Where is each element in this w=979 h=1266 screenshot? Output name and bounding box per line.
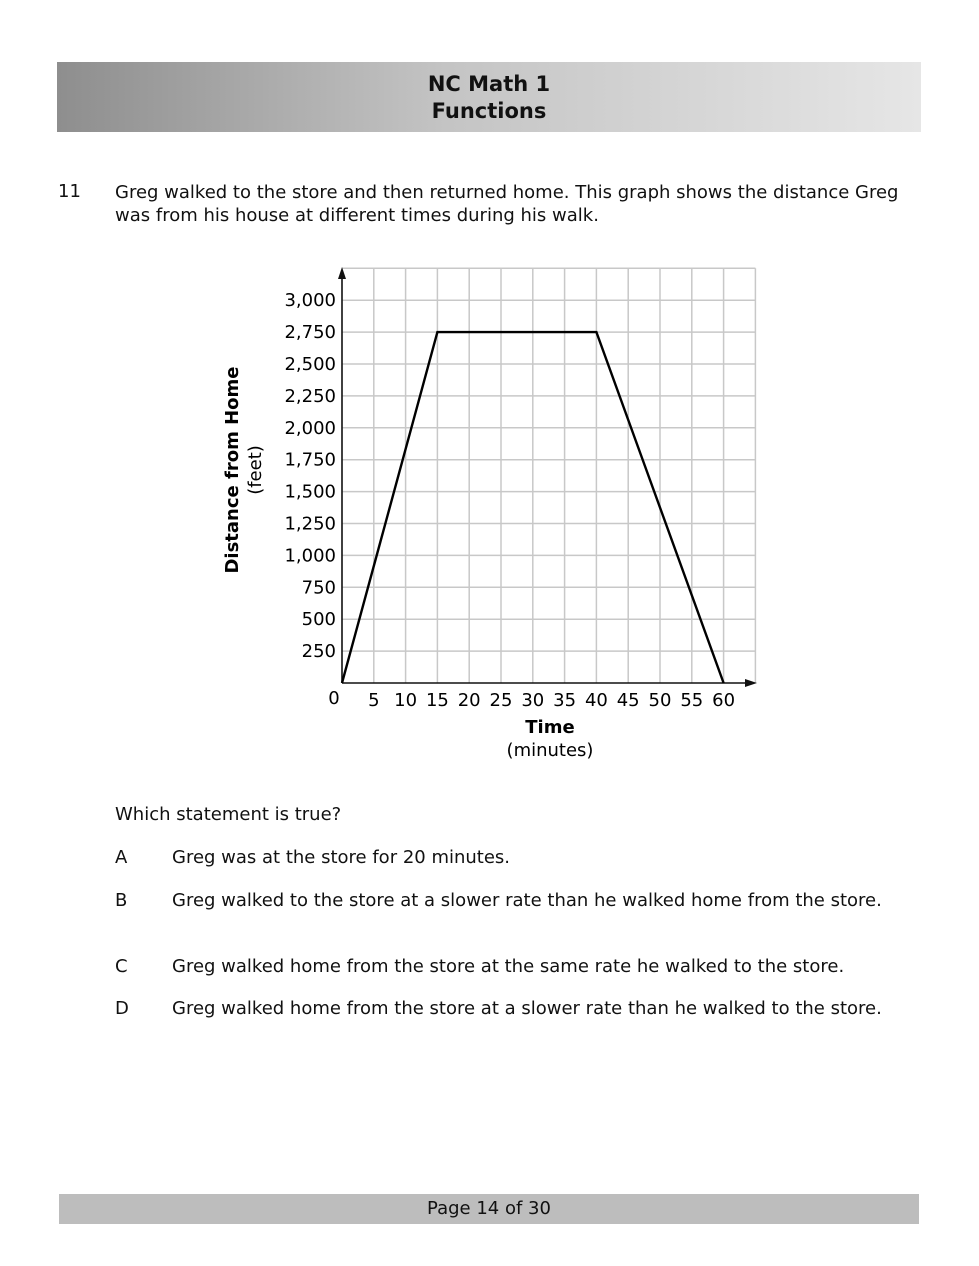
chart-axes xyxy=(338,267,757,687)
x-tick-label: 5 xyxy=(368,690,380,711)
y-tick-label: 1,750 xyxy=(284,449,336,471)
question-prompt: Which statement is true? xyxy=(115,804,342,825)
y-tick-label: 1,500 xyxy=(284,481,336,503)
option-letter: A xyxy=(115,847,128,868)
y-tick-label: 3,000 xyxy=(284,290,336,312)
option-letter: D xyxy=(115,998,129,1019)
x-tick-label: 60 xyxy=(712,690,736,711)
x-tick-label: 50 xyxy=(648,690,672,711)
x-tick-label: 55 xyxy=(680,690,704,711)
x-axis-unit: (minutes) xyxy=(506,740,594,761)
y-tick-labels xyxy=(284,290,336,662)
y-tick-label: 1,000 xyxy=(284,545,336,567)
origin-label: 0 xyxy=(328,688,340,709)
question-number: 11 xyxy=(58,181,81,202)
y-tick-label: 750 xyxy=(301,577,336,599)
x-tick-label: 20 xyxy=(457,690,481,711)
page-footer xyxy=(59,1194,919,1224)
x-tick-label: 45 xyxy=(616,690,640,711)
option-letter: C xyxy=(115,956,128,977)
y-tick-label: 1,250 xyxy=(284,513,336,535)
question-text: Greg walked to the store and then returned home. This graph shows the distance Greg was from his house at different times during his walk. xyxy=(115,182,899,226)
y-tick-label: 2,250 xyxy=(284,385,336,407)
y-tick-label: 500 xyxy=(301,609,336,631)
y-axis-label: Distance from Home xyxy=(222,366,243,574)
option-text: Greg walked home from the store at the same rate he walked to the store. xyxy=(172,956,845,977)
header-unit: Functions xyxy=(431,99,547,123)
page-number: Page 14 of 30 xyxy=(427,1198,551,1219)
header-course: NC Math 1 xyxy=(427,72,551,96)
y-tick-label: 2,000 xyxy=(284,417,336,439)
x-tick-labels xyxy=(368,690,735,711)
x-tick-label: 35 xyxy=(553,690,577,711)
y-tick-label: 2,500 xyxy=(284,354,336,375)
x-tick-label: 15 xyxy=(425,690,449,711)
option-text: Greg walked home from the store at a slower rate than he walked to the store. xyxy=(172,998,882,1019)
chart-grid xyxy=(342,268,755,683)
x-tick-label: 25 xyxy=(489,690,513,711)
x-axis-label: Time xyxy=(525,717,575,738)
y-tick-label: 250 xyxy=(301,641,336,663)
option-letter: B xyxy=(115,890,128,911)
x-tick-label: 40 xyxy=(584,690,608,711)
x-tick-label: 30 xyxy=(521,690,545,711)
option-text: Greg was at the store for 20 minutes. xyxy=(172,847,511,868)
y-axis-unit: (feet) xyxy=(245,445,266,495)
y-tick-label: 2,750 xyxy=(284,322,336,344)
option-text: Greg walked to the store at a slower rate than he walked home from the store. xyxy=(172,890,882,911)
x-tick-label: 10 xyxy=(394,690,418,711)
